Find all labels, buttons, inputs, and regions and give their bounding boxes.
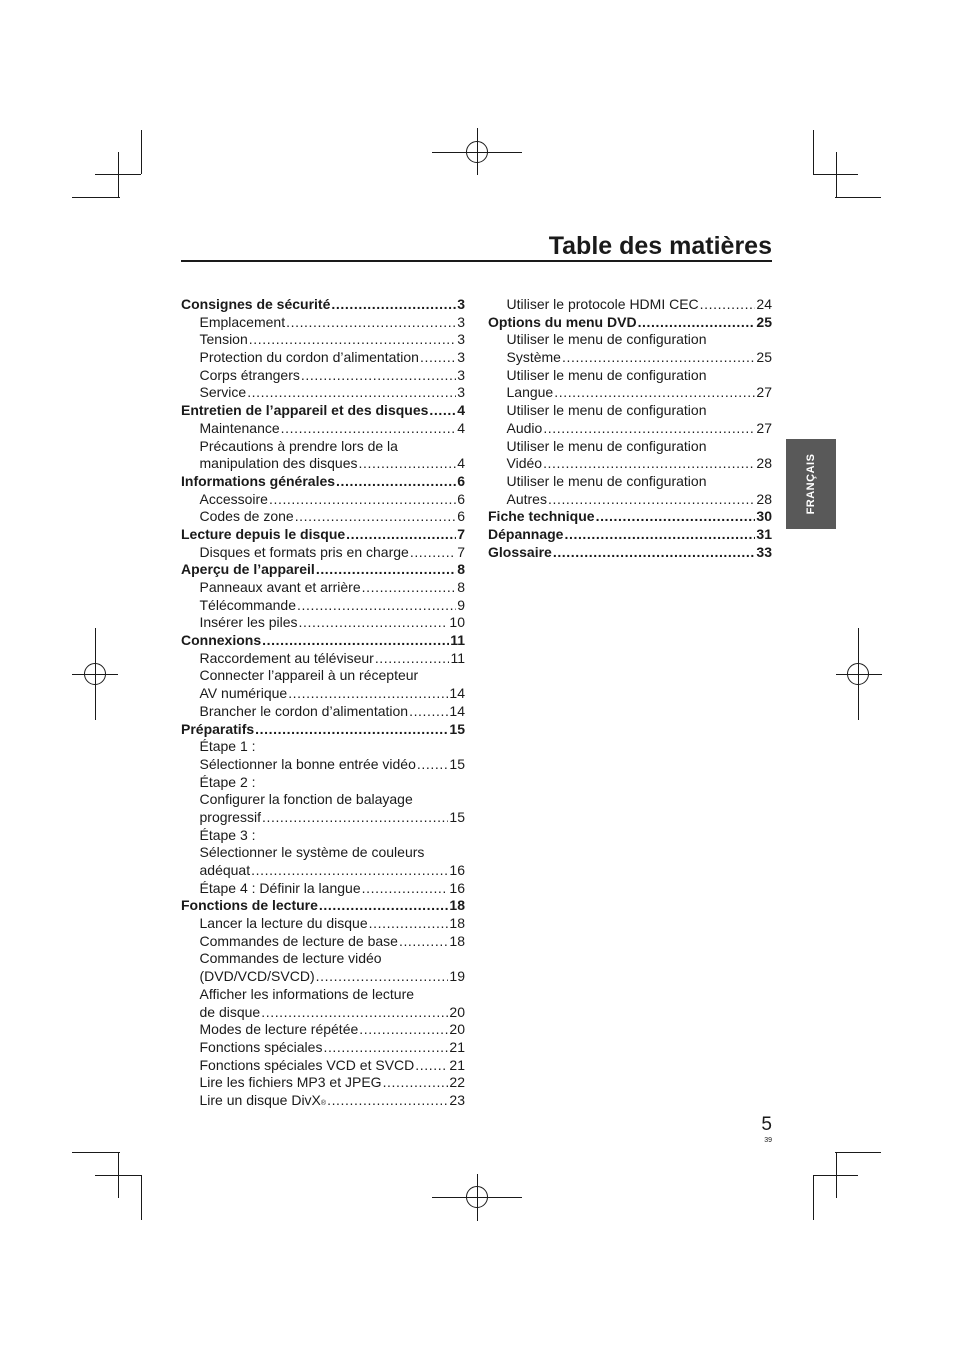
- toc-entry: [181, 667, 465, 685]
- dot-leader: [369, 915, 449, 933]
- dot-leader: [383, 1074, 449, 1092]
- toc-section-entry: [181, 526, 465, 544]
- dot-leader: [288, 685, 448, 703]
- toc-entry-label: Utiliser le menu de configuration: [506, 472, 707, 489]
- toc-entry-page: 6: [457, 472, 465, 489]
- toc-entry-label: Disques et formats pris en charge: [199, 543, 409, 560]
- toc-entry-label: Vidéo: [506, 455, 543, 472]
- toc-entry-label: Audio: [506, 419, 543, 436]
- dot-leader: [362, 579, 457, 597]
- dot-leader: [420, 349, 456, 367]
- dot-leader: [262, 632, 449, 650]
- toc-entry-page: 9: [457, 596, 465, 613]
- toc-entry-label: Configurer la fonction de balayage: [199, 791, 413, 808]
- language-tab-label: FRANÇAIS: [805, 453, 817, 515]
- toc-entry-page: 27: [756, 384, 772, 401]
- toc-entry: [181, 774, 465, 792]
- toc-entry-label: Fiche technique: [488, 508, 595, 525]
- toc-entry-label: de disque: [199, 1003, 261, 1020]
- toc-entry-page: 7: [457, 525, 465, 542]
- toc-entry-label: Panneaux avant et arrière: [199, 579, 361, 595]
- dot-leader: [362, 880, 449, 898]
- toc-entry-label: Préparatifs: [181, 720, 255, 737]
- toc-entry-label: Emplacement: [199, 313, 286, 330]
- dot-leader: [261, 1004, 448, 1022]
- toc-entry: [181, 915, 465, 933]
- toc-entry: [181, 827, 465, 845]
- toc-entry-label: Lire les fichiers MP3 et JPEG: [199, 1074, 382, 1091]
- dot-leader: [359, 455, 457, 473]
- toc-entry-label: Système: [506, 349, 561, 366]
- dot-leader: [323, 1039, 448, 1057]
- toc-entry: [488, 491, 772, 509]
- toc-entry-label: Service: [199, 384, 247, 401]
- toc-entry-page: 16: [449, 862, 465, 878]
- dot-leader: [249, 331, 456, 349]
- dot-leader: [410, 544, 456, 562]
- toc-entry-page: 21: [449, 1038, 465, 1055]
- dot-leader: [596, 508, 756, 526]
- toc-entry-label: Options du menu DVD: [488, 313, 637, 330]
- dot-leader: [417, 756, 449, 774]
- toc-entry-label: Connecter l’appareil à un récepteur: [199, 667, 419, 684]
- toc-section-entry: [488, 526, 772, 544]
- dot-leader: [346, 526, 456, 544]
- dot-leader: [553, 544, 756, 562]
- toc-entry-label: Tension: [199, 331, 248, 348]
- toc-entry-label: Autres: [506, 490, 547, 507]
- dot-leader: [316, 561, 456, 579]
- toc-entry-page: 7: [457, 543, 465, 560]
- toc-entry: [181, 579, 465, 597]
- toc-entry-label: Utiliser le menu de configuration: [506, 402, 707, 419]
- toc-entry-label: Glossaire: [488, 543, 552, 560]
- toc-entry: [181, 950, 465, 968]
- toc-entry: [181, 491, 465, 509]
- toc-entry-page: 27: [756, 419, 772, 436]
- page-title: Table des matières: [548, 232, 772, 260]
- toc-entry-page: 16: [449, 879, 465, 896]
- dot-leader: [297, 597, 456, 615]
- toc-entry-page: 3: [457, 331, 465, 348]
- title-underline: [181, 260, 772, 262]
- toc-entry-label: Utiliser le menu de configuration: [506, 437, 707, 454]
- toc-entry: [181, 349, 465, 367]
- dot-leader: [295, 508, 457, 526]
- toc-entry-label: Aperçu de l’appareil: [181, 561, 315, 578]
- dot-leader: [327, 1092, 448, 1110]
- dot-leader: [543, 455, 755, 473]
- toc-entry-label: Étape 4 : Définir la langue: [199, 879, 361, 896]
- toc-entry-page: 3: [457, 384, 465, 401]
- toc-entry-page: 11: [450, 649, 465, 666]
- toc-entry: [488, 455, 772, 473]
- dot-leader: [543, 420, 755, 438]
- dot-leader: [316, 968, 449, 986]
- toc-entry-label: Lire un disque DivX: [199, 1091, 321, 1108]
- toc-entry-label: Utiliser le menu de configuration: [506, 366, 707, 383]
- toc-entry: [181, 314, 465, 332]
- toc-entry-label: Utiliser le protocole HDMI CEC: [506, 296, 699, 312]
- toc-entry: [181, 791, 465, 809]
- dot-leader: [247, 384, 456, 402]
- page-subnumber: 39: [764, 1137, 772, 1144]
- toc-entry-label: (DVD/VCD/SVCD): [199, 968, 315, 985]
- toc-entry-label: Brancher le cordon d’alimentation: [199, 702, 409, 719]
- toc-entry: [181, 933, 465, 951]
- toc-entry: [181, 1057, 465, 1075]
- toc-section-entry: [181, 897, 465, 915]
- toc-entry-page: 4: [457, 455, 465, 472]
- toc-section-entry: [181, 632, 465, 650]
- toc-entry: [181, 1004, 465, 1022]
- dot-leader: [700, 296, 756, 314]
- toc-entry: [181, 703, 465, 721]
- toc-entry: [488, 473, 772, 491]
- dot-leader: [399, 933, 448, 951]
- toc-entry-label: Utiliser le menu de configuration: [506, 331, 707, 348]
- toc-entry: [181, 438, 465, 456]
- toc-entry-label: Insérer les piles: [199, 614, 298, 631]
- toc-entry-label: manipulation des disques: [199, 455, 358, 472]
- toc-entry: [488, 367, 772, 385]
- dot-leader: [251, 862, 448, 880]
- toc-entry: [181, 597, 465, 615]
- toc-entry-page: 18: [449, 897, 465, 914]
- toc-section-entry: [488, 544, 772, 562]
- toc-entry-label: adéquat: [199, 862, 251, 878]
- dot-leader: [336, 473, 456, 491]
- toc-entry-page: 15: [449, 720, 465, 737]
- toc-entry-label: Commandes de lecture vidéo: [199, 950, 382, 967]
- toc-entry-page: 14: [449, 685, 465, 702]
- toc-entry: [181, 384, 465, 402]
- toc-entry-page: 25: [756, 349, 772, 366]
- toc-entry-page: 28: [756, 490, 772, 507]
- dot-leader: [429, 402, 456, 420]
- toc-entry: [181, 1039, 465, 1057]
- dot-leader: [359, 1021, 448, 1039]
- toc-entry: [181, 738, 465, 756]
- toc-entry: [488, 384, 772, 402]
- toc-entry-page: 22: [449, 1074, 465, 1091]
- toc-entry: [488, 438, 772, 456]
- toc-entry: [488, 402, 772, 420]
- toc-entry-label: Maintenance: [199, 419, 280, 436]
- toc-section-entry: [181, 402, 465, 420]
- toc-entry: [488, 331, 772, 349]
- toc-entry-page: 8: [457, 579, 465, 595]
- toc-entry-page: 24: [756, 296, 772, 312]
- dot-leader: [255, 721, 448, 739]
- toc-entry-label: Sélectionner la bonne entrée vidéo: [199, 755, 416, 772]
- toc-entry-label: Fonctions spéciales: [199, 1038, 323, 1055]
- toc-entry-page: 18: [449, 932, 465, 949]
- toc-entry-label: Raccordement au téléviseur: [199, 649, 374, 666]
- toc-entry-page: 6: [457, 490, 465, 507]
- toc-entry: Lire un disque DivX ® ..... 23: [181, 1092, 465, 1110]
- toc-entry: [181, 455, 465, 473]
- dot-leader: [331, 296, 456, 314]
- toc-entry: [181, 756, 465, 774]
- language-tab: [786, 439, 836, 529]
- toc-entry-page: 3: [457, 296, 465, 312]
- toc-entry-page: 21: [449, 1056, 465, 1073]
- toc-section-entry: [181, 721, 465, 739]
- toc-entry: [181, 1074, 465, 1092]
- toc-entry: [181, 331, 465, 349]
- toc-entry-label: Lecture depuis le disque: [181, 525, 346, 542]
- dot-leader: [301, 367, 456, 385]
- dot-leader: [319, 897, 449, 915]
- dot-leader: [262, 809, 448, 827]
- toc-entry: [181, 614, 465, 632]
- toc-entry-label: Fonctions de lecture: [181, 897, 318, 914]
- toc-section-entry: [181, 473, 465, 491]
- toc-entry: [181, 508, 465, 526]
- toc-entry: [488, 296, 772, 314]
- toc-entry-label: Afficher les informations de lecture: [199, 985, 415, 1002]
- toc-section-entry: [181, 296, 465, 314]
- toc-entry-label: Consignes de sécurité: [181, 296, 331, 312]
- toc-entry-page: 15: [449, 755, 465, 772]
- toc-entry: [181, 650, 465, 668]
- toc-entry-page: 8: [457, 561, 465, 578]
- toc-entry-page: 4: [457, 419, 465, 436]
- toc-entry-label: Fonctions spéciales VCD et SVCD: [199, 1056, 415, 1073]
- toc-entry-page: 10: [449, 614, 465, 631]
- toc-entry: [181, 968, 465, 986]
- dot-leader: [375, 650, 450, 668]
- toc-entry-page: 25: [756, 313, 772, 330]
- toc-entry-label: Entretien de l’appareil et des disques: [181, 402, 429, 419]
- dot-leader: [286, 314, 456, 332]
- toc-entry-page: 30: [756, 508, 772, 525]
- toc-entry-label: Corps étrangers: [199, 366, 300, 383]
- toc-entry-label: Précautions à prendre lors de la: [199, 437, 398, 454]
- toc-entry-page: 18: [449, 915, 465, 932]
- toc-entry: [181, 809, 465, 827]
- toc-entry: [181, 685, 465, 703]
- dot-leader: [281, 420, 457, 438]
- toc-entry-page: 3: [457, 313, 465, 330]
- toc-entry-page: 23: [449, 1091, 465, 1108]
- toc-entry: [181, 986, 465, 1004]
- toc-entry-label: Dépannage: [488, 525, 564, 542]
- toc-entry-page: 33: [756, 543, 772, 560]
- toc-entry-page: 3: [457, 366, 465, 383]
- toc-entry-label: Commandes de lecture de base: [199, 932, 398, 949]
- dot-leader: [554, 384, 755, 402]
- dot-leader: [415, 1057, 448, 1075]
- toc-entry: [181, 367, 465, 385]
- toc-entry-label: AV numérique: [199, 685, 288, 702]
- dot-leader: [269, 491, 456, 509]
- toc-entry-label: Codes de zone: [199, 508, 294, 525]
- toc-entry-page: 28: [756, 455, 772, 472]
- dot-leader: [562, 349, 755, 367]
- dot-leader: [548, 491, 755, 509]
- toc-entry: [181, 544, 465, 562]
- toc-entry-label: Sélectionner le système de couleurs: [199, 844, 425, 861]
- toc-entry-label: Étape 1 :: [199, 738, 256, 755]
- toc-entry-label: Modes de lecture répétée: [199, 1021, 359, 1038]
- toc-entry: [488, 349, 772, 367]
- toc-entry: [181, 1021, 465, 1039]
- dot-leader: [564, 526, 755, 544]
- toc-entry-page: 15: [449, 808, 465, 825]
- toc-entry-label: Connexions: [181, 632, 262, 649]
- toc-entry-page: 20: [449, 1021, 465, 1038]
- dot-leader: [638, 314, 756, 332]
- toc-entry-label: Protection du cordon d’alimentation: [199, 349, 419, 366]
- toc-section-entry: [488, 314, 772, 332]
- toc-entry-page: 31: [756, 525, 772, 542]
- toc-entry-page: 14: [449, 702, 465, 719]
- toc-entry: [488, 420, 772, 438]
- dot-leader: [409, 703, 448, 721]
- toc-entry: [181, 880, 465, 898]
- toc-entry-label: Télécommande: [199, 596, 296, 613]
- toc-entry-page: 6: [457, 508, 465, 525]
- toc-entry: [181, 420, 465, 438]
- toc-section-entry: [488, 508, 772, 526]
- toc-entry-label: Langue: [506, 384, 554, 401]
- toc-entry-label: Informations générales: [181, 472, 336, 489]
- toc-section-entry: [181, 561, 465, 579]
- toc-entry-label: Accessoire: [199, 490, 268, 507]
- toc-entry-page: 19: [449, 968, 465, 985]
- toc-entry-page: 20: [449, 1003, 465, 1020]
- toc-entry-label: progressif: [199, 808, 261, 825]
- toc-entry: [181, 862, 465, 880]
- toc-left-column: [181, 296, 465, 1110]
- toc-entry-label: Lancer la lecture du disque: [199, 915, 368, 932]
- toc-right-column: [488, 296, 772, 561]
- toc-entry-page: 11: [450, 632, 465, 649]
- toc-entry: [181, 844, 465, 862]
- dot-leader: [299, 614, 449, 632]
- toc-entry-label: Étape 2 :: [199, 773, 256, 790]
- toc-entry-label: Étape 3 :: [199, 826, 256, 843]
- toc-entry-page: 4: [457, 402, 465, 419]
- page-number: 5: [761, 1114, 772, 1135]
- toc-entry-page: 3: [457, 349, 465, 366]
